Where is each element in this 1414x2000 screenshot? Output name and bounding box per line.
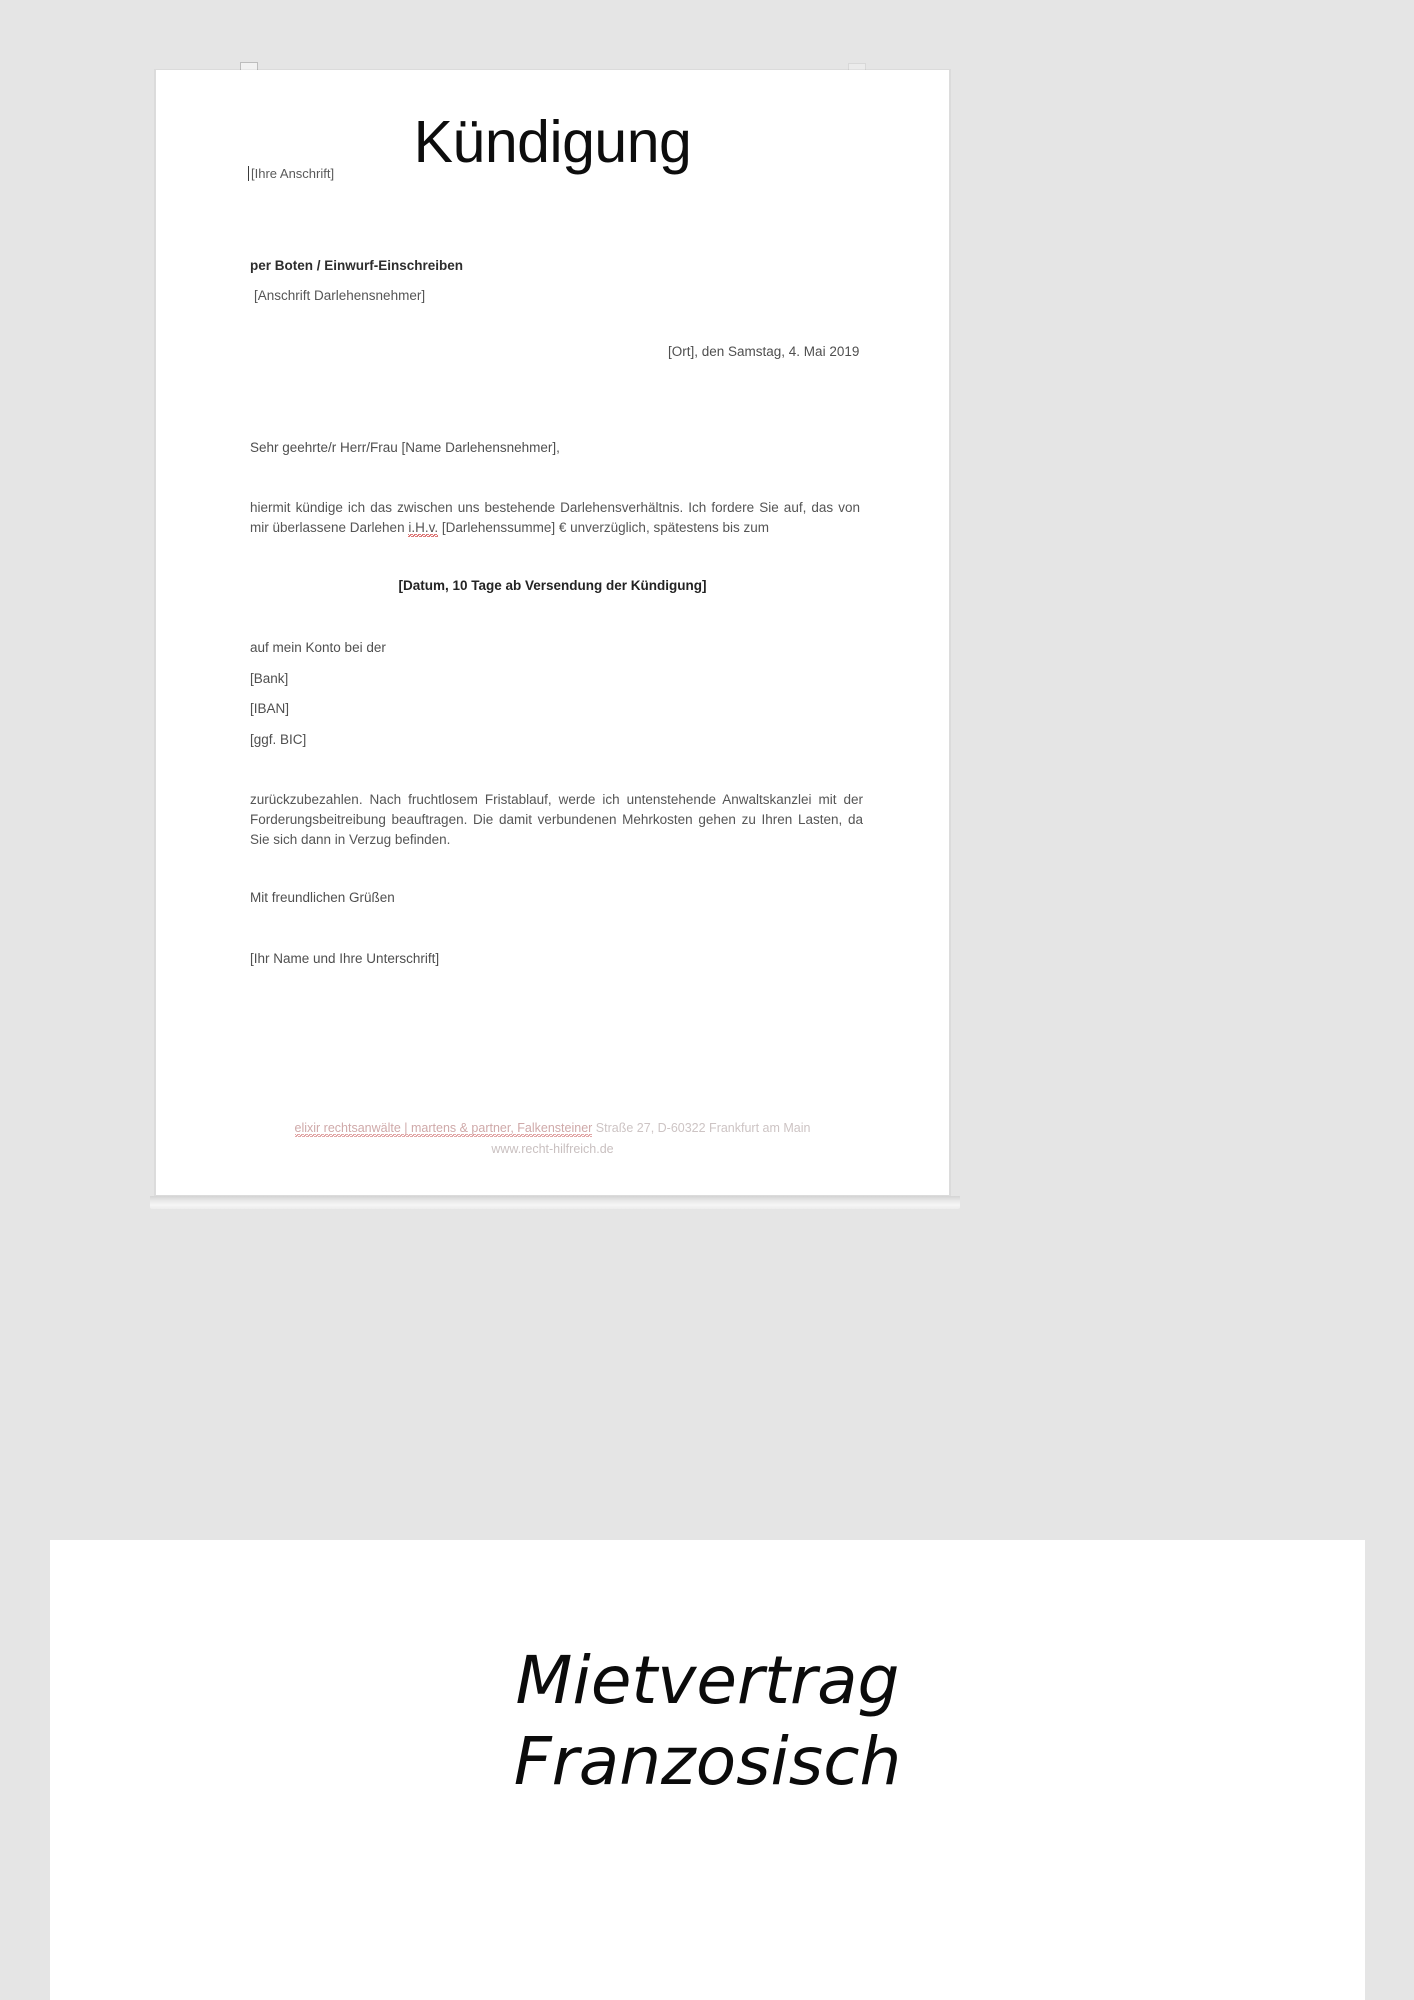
delivery-note: per Boten / Einwurf-Einschreiben: [250, 258, 464, 273]
sender-address-placeholder: [Ihre Anschrift]: [248, 166, 334, 181]
document-page: [155, 70, 950, 1195]
footer-address: Straße 27, D-60322 Frankfurt am Main: [592, 1121, 811, 1135]
paragraph-1-part-b: [Darlehenssumme] € unverzüglich, spätestens bis zum: [438, 520, 769, 535]
closing-line: Mit freundlichen Grüßen: [250, 890, 395, 905]
page-left-edge: [155, 70, 156, 1196]
bottom-card-line-1: Mietvertrag: [515, 1642, 900, 1719]
footer-website: www.recht-hilfreich.de: [491, 1142, 614, 1156]
document-title: Kündigung: [413, 109, 692, 175]
body-paragraph-2: zurückzubezahlen. Nach fruchtlosem Fristablauf, werde ich untenstehende Anwaltskanzlei mit der Forderungsbeitreibung beauftragen. Die damit verbundenen Mehrkosten gehen zu Ihren Lasten, da Sie sich dann in Verzug befinden.: [250, 792, 863, 847]
footer-firm-name: elixir rechtsanwälte | martens & partner, Falkensteiner: [294, 1121, 593, 1135]
bottom-card-heading: [50, 1640, 1365, 1802]
bottom-card: [50, 1540, 1365, 2000]
deadline-date-line: [Datum, 10 Tage ab Versendung der Kündigung]: [398, 578, 707, 593]
salutation: Sehr geehrte/r Herr/Frau [Name Darlehensnehmer],: [250, 440, 560, 455]
recipient-address-placeholder: [Anschrift Darlehensnehmer]: [254, 288, 426, 303]
document-footer: [155, 1118, 950, 1160]
signature-placeholder: [Ihr Name und Ihre Unterschrift]: [250, 951, 440, 966]
iban-placeholder: [IBAN]: [250, 701, 290, 716]
bic-placeholder: [ggf. BIC]: [250, 732, 307, 747]
bank-placeholder: [Bank]: [250, 671, 289, 686]
footer-firm-line: [155, 1118, 950, 1139]
place-and-date: [Ort], den Samstag, 4. Mai 2019: [668, 344, 860, 359]
body-paragraph-1: [250, 498, 860, 538]
account-intro-line: auf mein Konto bei der: [250, 640, 386, 655]
spellcheck-misspelled-word: i.H.v.: [408, 520, 439, 535]
page-bottom-shadow: [150, 1196, 960, 1209]
page-right-edge: [949, 70, 950, 1196]
bottom-card-line-2: Franzosisch: [513, 1723, 902, 1800]
paragraph-1-part-a: hiermit kündige ich das zwischen uns bestehende Darlehensverhältnis. Ich fordere Sie auf, das von mir überlassene Darlehen: [250, 500, 860, 535]
document-content: [155, 70, 950, 1195]
